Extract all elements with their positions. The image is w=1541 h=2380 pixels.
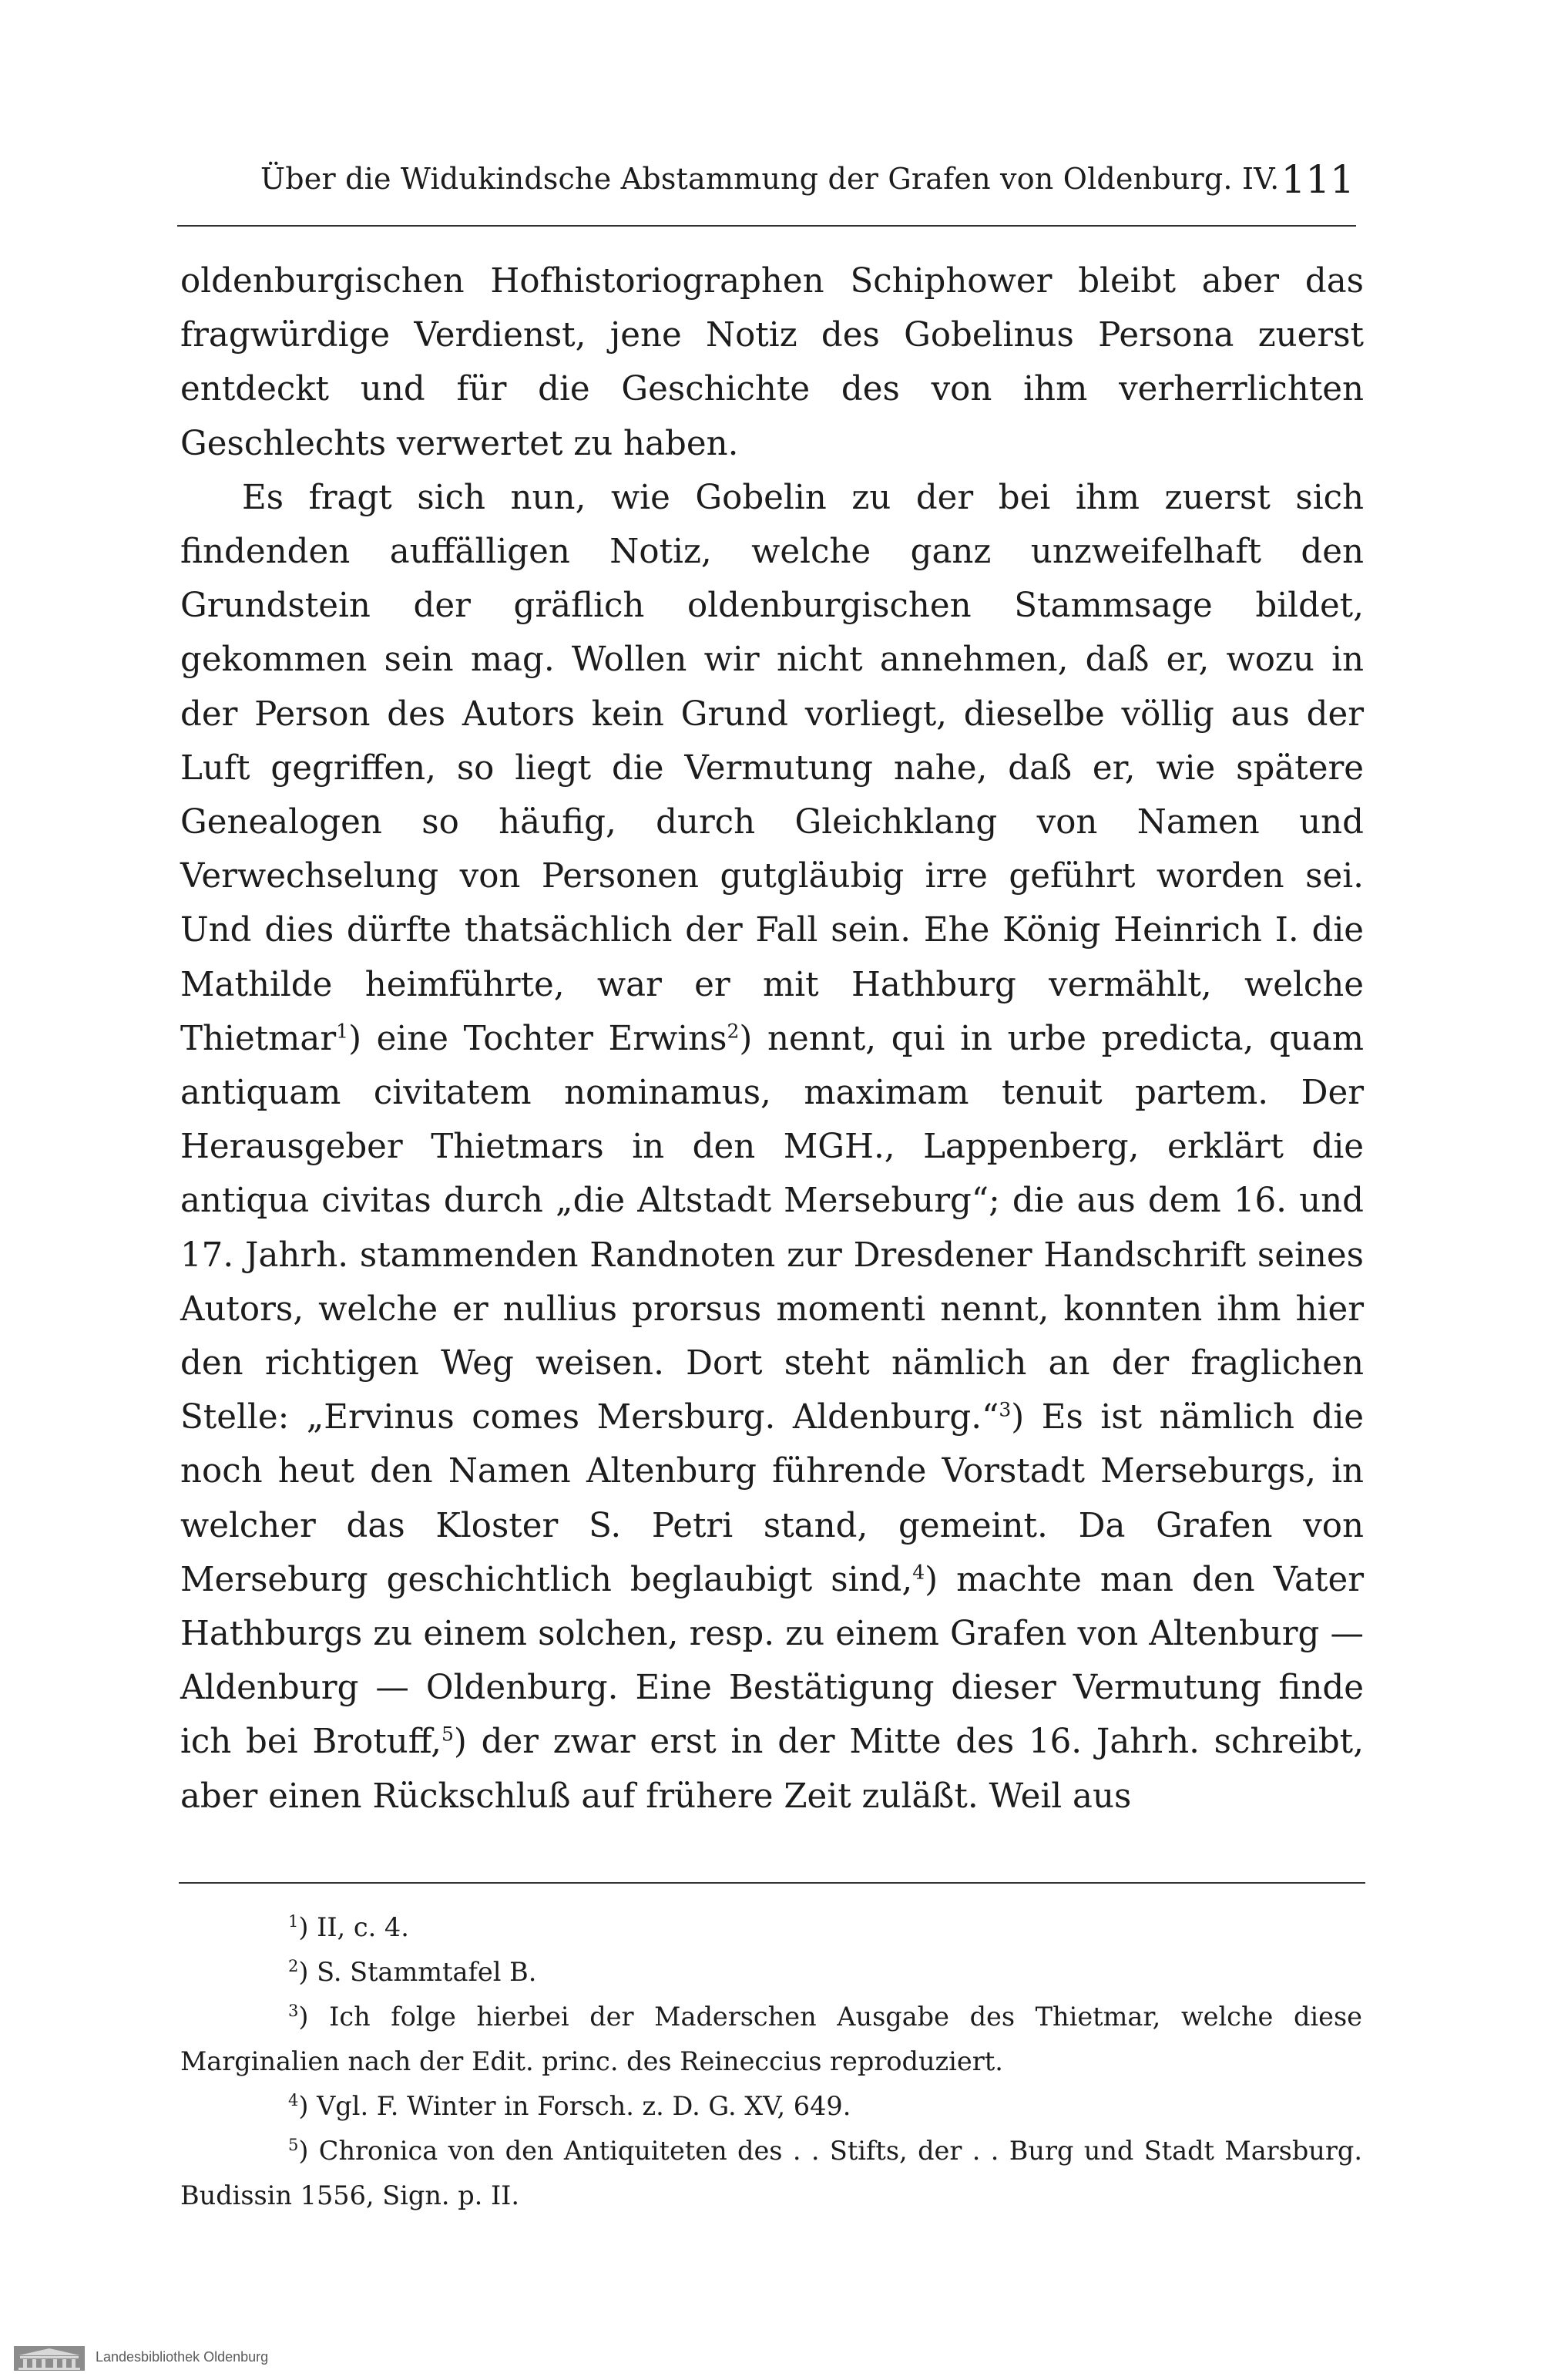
footnote-mark: 5 bbox=[288, 2135, 299, 2154]
footnote-mark: 1 bbox=[288, 1911, 299, 1931]
text-run: Es fragt sich nun, wie Gobelin zu der bei ihm zuerst sich findenden auffälligen Notiz, welche ganz unzweifelhaft den Grundstein der gräflich oldenburgischen Stammsage bildet, gekommen sein mag. Wollen wir nicht annehmen, daß er, wozu in der Person des Autors kein Grund vorliegt, dieselbe völlig aus der Luft gegriffen, so liegt die Vermutung nahe, daß er, wie spätere Genealogen so häufig, durch Gleichklang von Namen und Verwechselung von Personen gutgläubig irre geführt worden sei. Und dies dürfte thatsächlich der Fall sein. Ehe König Heinrich I. die Mathilde heimführte, war er mit Hathburg vermählt, welche Thietmar bbox=[180, 478, 1364, 1058]
footnote bbox=[180, 1995, 1362, 2084]
library-name: Landesbibliothek Oldenburg bbox=[96, 2349, 269, 2365]
library-building-icon bbox=[14, 2346, 85, 2371]
page-header bbox=[260, 157, 1355, 216]
text-run: ) nennt, qui in urbe predicta, quam antiquam civitatem nominamus, maximam tenuit partem. Der Herausgeber Thietmars in den MGH., Lappenberg, erklärt die antiqua civitas durch „die Altstadt Merseburg“; die aus dem 16. und 17. Jahrh. stammenden Randnoten zur Dresdener Handschrift seines Autors, welche er nullius prorsus momenti nennt, konnten ihm hier den richtigen Weg weisen. Dort steht nämlich an der fraglichen Stelle: „Ervinus comes Mersburg. Aldenburg.“ bbox=[180, 1019, 1364, 1437]
footnotes bbox=[180, 1905, 1362, 2218]
footnote-reference: 2 bbox=[727, 1020, 740, 1043]
header-rule bbox=[177, 225, 1356, 227]
footnote bbox=[180, 2129, 1362, 2218]
text-run: ) Es ist nämlich die noch heut den Namen Altenburg führende Vorstadt Merseburgs, in welcher das Kloster S. Petri stand, gemeint. Da Grafen von Merseburg geschichtlich beglaubigt sind, bbox=[180, 1398, 1364, 1599]
page-number: 111 bbox=[1281, 157, 1355, 202]
footnote-text: ) Chronica von den Antiquiteten des . . Stifts, der . . Burg und Stadt Marsburg. Budissin 1556, Sign. p. II. bbox=[180, 2136, 1362, 2210]
footnote-text: ) S. Stammtafel B. bbox=[298, 1957, 537, 1987]
footnote-rule bbox=[179, 1882, 1365, 1884]
footnote-reference: 1 bbox=[336, 1020, 349, 1043]
text-run: ) machte man den Vater Hathburgs zu einem solchen, resp. zu einem Grafen von Altenburg — Aldenburg — Oldenburg. Eine Bestätigung dieser Vermutung finde ich bei Brotuff, bbox=[180, 1560, 1365, 1762]
footnote-mark: 4 bbox=[288, 2090, 299, 2109]
footnote bbox=[180, 1905, 1362, 1950]
main-text bbox=[180, 254, 1364, 1824]
text-run: ) eine Tochter Erwins bbox=[348, 1019, 727, 1058]
paragraph bbox=[180, 471, 1364, 1824]
footnote bbox=[180, 2084, 1362, 2129]
text-run: ) der zwar erst in der Mitte des 16. Jahrh. schreibt, aber einen Rückschluß auf frühere Zeit zuläßt. Weil aus bbox=[180, 1723, 1364, 1816]
footnote-reference: 5 bbox=[441, 1723, 454, 1746]
footnote-reference: 4 bbox=[912, 1561, 925, 1584]
footnote-text: ) II, c. 4. bbox=[298, 1912, 409, 1942]
paragraph: oldenburgischen Hofhistoriographen Schiphower bleibt aber das fragwürdige Verdienst, jene Notiz des Gobelinus Persona zuerst entdeckt und für die Geschichte des von ihm verherrlichten Geschlechts verwertet zu haben. bbox=[180, 262, 1364, 463]
footnote-text: ) Ich folge hierbei der Maderschen Ausgabe des Thietmar, welche diese Marginalien nach der Edit. princ. des Reineccius reproduziert. bbox=[180, 2002, 1362, 2076]
running-title: Über die Widukindsche Abstammung der Grafen von Oldenburg. IV. bbox=[260, 162, 1280, 196]
footnote-mark: 3 bbox=[288, 2001, 299, 2020]
footnote-mark: 2 bbox=[288, 1956, 299, 1975]
footnote-text: ) Vgl. F. Winter in Forsch. z. D. G. XV, 649. bbox=[298, 2091, 851, 2121]
footnote bbox=[180, 1950, 1362, 1995]
footnote-reference: 3 bbox=[999, 1398, 1012, 1421]
library-footer bbox=[0, 2341, 269, 2375]
